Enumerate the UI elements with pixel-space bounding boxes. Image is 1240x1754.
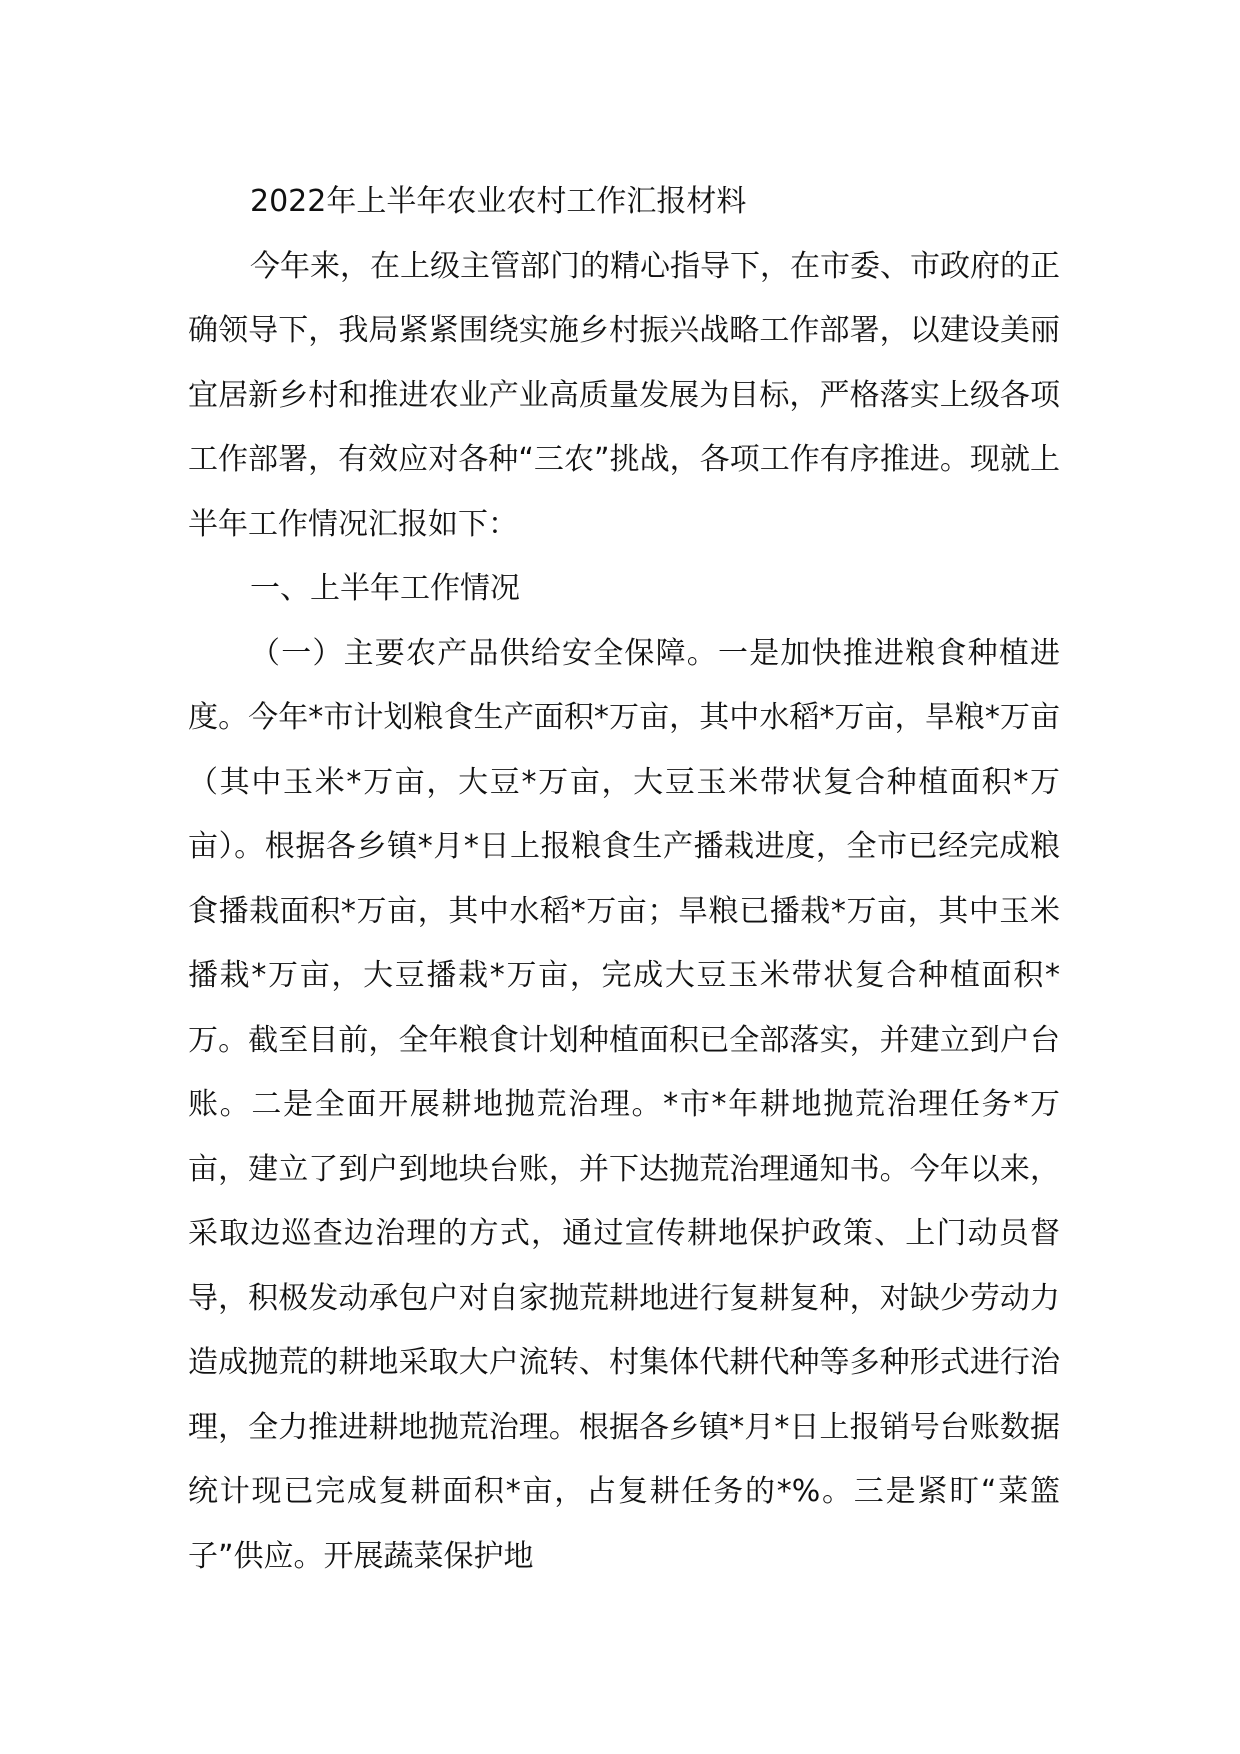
section-paragraph: （一）主要农产品供给安全保障。一是加快推进粮食种植进度。今年*市计划粮食生产面积*万亩，其中水稻*万亩，旱粮*万亩（其中玉米*万亩，大豆*万亩，大豆玉米带状复合种植面积*万亩）。根据各乡镇*月*日上报粮食生产播栽进度，全市已经完成粮食播栽面积*万亩，其中水稻*万亩；旱粮已播栽*万亩，其中玉米播栽*万亩，大豆播栽*万亩，完成大豆玉米带状复合种植面积*万。截至目前，全年粮食计划种植面积已全部落实，并建立到户台账。二是全面开展耕地抛荒治理。*市*年耕地抛荒治理任务*万亩，建立了到户到地块台账，并下达抛荒治理通知书。今年以来，采取边巡查边治理的方式，通过宣传耕地保护政策、上门动员督导，积极发动承包户对自家抛荒耕地进行复耕复种，对缺少劳动力造成抛荒的耕地采取大户流转、村集体代耕代种等多种形式进行治理，全力推进耕地抛荒治理。根据各乡镇*月*日上报销号台账数据统计现已完成复耕面积*亩，占复耕任务的*%。三是紧盯“菜篮子”供应。开展蔬菜保护地 bbox=[188, 635, 1060, 1574]
document-title: 2022年上半年农业农村工作汇报材料 bbox=[250, 184, 747, 219]
intro-paragraph: 今年来，在上级主管部门的精心指导下，在市委、市政府的正确领导下，我局紧紧围绕实施乡村振兴战略工作部署，以建设美丽宜居新乡村和推进农业产业高质量发展为目标，严格落实上级各项工作部署，有效应对各种“三农”挑战，各项工作有序推进。现就上半年工作情况汇报如下： bbox=[188, 248, 1060, 542]
document-body bbox=[188, 170, 1060, 1589]
section-heading: 一、上半年工作情况 bbox=[250, 571, 520, 606]
